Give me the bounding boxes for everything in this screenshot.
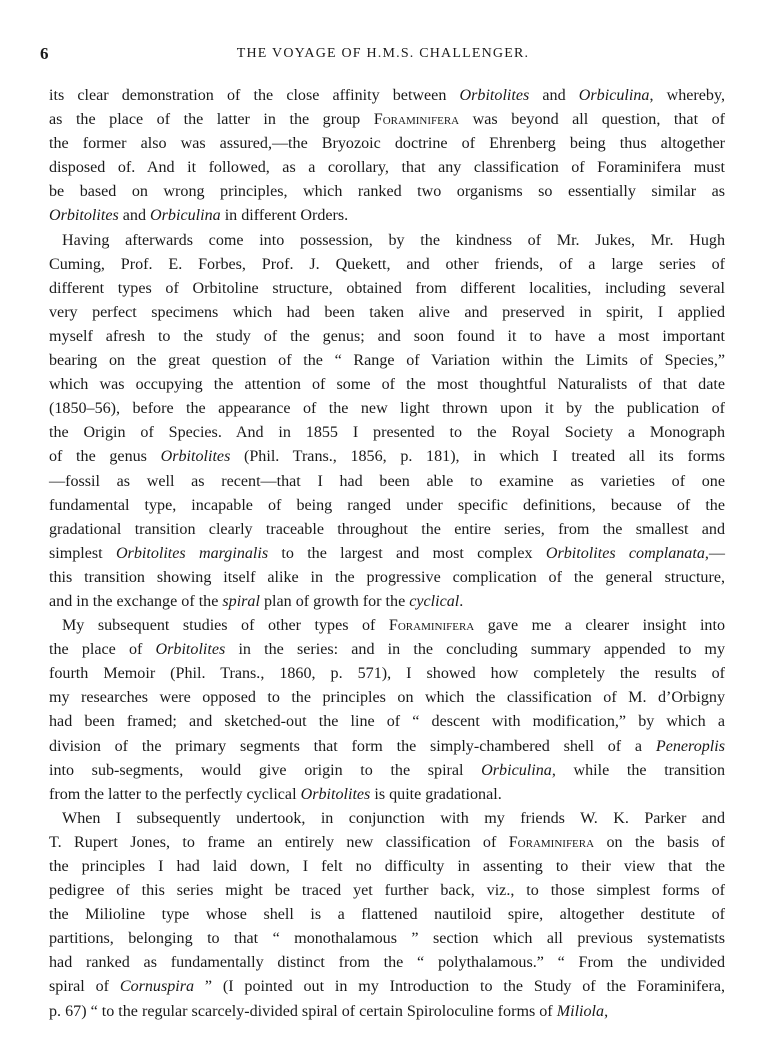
italic-term: Orbitolites — [459, 87, 530, 104]
italic-term: Orbiculina — [481, 761, 552, 779]
text-line — [49, 831, 725, 855]
text-run: spiral of — [49, 978, 120, 996]
text-run: different types of Orbitoline structure, obtained from different localities, including several — [49, 279, 725, 297]
text-run: into sub-segments, would give origin to the spiral — [49, 761, 482, 779]
text-run: my researches were opposed to the principles on which the classification of M. d’Orbigny — [49, 689, 725, 707]
text-run: very perfect specimens which had been taken alive and preserved in spirit, I applied — [49, 303, 725, 321]
text-line — [49, 662, 725, 686]
text-run: simplest — [49, 544, 116, 562]
text-run: the Milioline type whose shell is a flattened nautiloid spire, altogether destitute of — [49, 906, 725, 924]
italic-term: Orbitolites — [49, 207, 119, 225]
text-line — [49, 470, 725, 494]
text-run: , whereby, — [649, 87, 725, 104]
paragraph — [49, 229, 725, 615]
body-text — [49, 84, 725, 1024]
text-run: in the series: and in the concluding summary appended to my — [225, 641, 725, 659]
text-line — [49, 951, 725, 975]
text-line — [49, 204, 725, 228]
text-run: pedigree of this series might be traced yet further back, viz., to those simplest forms of — [49, 882, 725, 900]
text-run: the former also was assured,—the Bryozoic doctrine of Ehrenberg being thus altogether — [49, 135, 725, 153]
text-line — [49, 397, 725, 421]
text-line — [49, 614, 725, 638]
text-line — [49, 879, 725, 903]
text-run: (Phil. Trans., 1856, p. 181), in which I treated all its forms — [230, 448, 725, 466]
italic-term: Miliola — [556, 1002, 605, 1020]
text-run: Cuming, Prof. E. Forbes, Prof. J. Quekett, and other friends, of a large series of — [49, 255, 725, 273]
text-run: as the place of the latter in the group — [49, 111, 374, 129]
text-run: , while the transition — [551, 761, 725, 779]
text-run: from the latter to the perfectly cyclical — [49, 785, 301, 803]
paragraph — [49, 807, 725, 1024]
text-line — [49, 301, 725, 325]
small-caps-term: Foraminifera — [388, 617, 475, 635]
text-run: fourth Memoir (Phil. Trans., 1860, p. 571), I showed how completely the results of — [49, 665, 725, 683]
text-run: (1850–56), before the appearance of the new light thrown upon it by the publication of — [49, 400, 725, 418]
text-run: My subsequent studies of other types of — [62, 617, 389, 635]
page-number: 6 — [40, 44, 49, 63]
text-line — [49, 710, 725, 734]
text-run: myself afresh to the study of the genus; and soon found it to have a most important — [49, 327, 725, 345]
text-run: the principles I had laid down, I felt no difficulty in assenting to their view that the — [49, 858, 725, 875]
italic-term: Orbitolites — [160, 448, 231, 466]
text-run: to the largest and most complex — [268, 544, 546, 562]
text-run: and — [529, 87, 579, 104]
italic-term: Orbiculina — [578, 87, 650, 104]
text-line — [49, 903, 725, 927]
italic-term: Orbiculina — [150, 207, 221, 225]
text-line — [49, 132, 725, 156]
text-line — [49, 325, 725, 349]
text-run: When I subsequently undertook, in conjunction with my friends W. K. Parker and — [62, 809, 725, 827]
text-run: and in the exchange of the — [49, 592, 223, 610]
text-line — [49, 445, 725, 469]
italic-term: Cornuspira — [119, 978, 195, 996]
italic-term: spiral — [222, 592, 260, 610]
italic-term: Orbitolites complanata — [545, 544, 705, 562]
text-line — [49, 421, 725, 445]
text-run: on the basis of — [594, 833, 725, 851]
text-run: which was occupying the attention of some of the most thoughtful Naturalists of that date — [49, 376, 725, 394]
text-line — [49, 108, 725, 132]
text-line — [49, 180, 725, 204]
text-line — [49, 253, 725, 277]
text-line — [49, 638, 725, 662]
running-head: THE VOYAGE OF H.M.S. CHALLENGER. — [236, 46, 530, 61]
text-line — [49, 927, 725, 951]
italic-term: cyclical — [409, 592, 460, 610]
text-line — [49, 229, 725, 253]
text-run: division of the primary segments that form the simply-chambered shell of a — [49, 737, 656, 755]
text-run: had been framed; and sketched-out the line of “ descent with modification,” by which a — [49, 713, 725, 731]
text-line — [49, 349, 725, 373]
text-line — [49, 1000, 725, 1024]
text-run: of the genus — [49, 448, 161, 466]
text-run: ,— — [704, 544, 725, 562]
text-line — [49, 735, 725, 759]
text-run: ” (I pointed out in my Introduction to the Study of the Foraminifera, — [194, 978, 725, 996]
text-run: T. Rupert Jones, to frame an entirely new classification of — [49, 833, 509, 851]
paragraph — [49, 614, 725, 807]
text-line — [49, 542, 725, 566]
small-caps-term: Foraminifera — [508, 833, 595, 851]
text-line — [49, 686, 725, 710]
text-run: in different Orders. — [220, 207, 349, 225]
text-run: the place of — [49, 641, 156, 659]
text-line — [49, 277, 725, 301]
text-run: disposed of. And it followed, as a corollary, that any classification of Foraminifera must — [49, 159, 725, 177]
text-run: gave me a clearer insight into — [474, 617, 725, 635]
text-line — [49, 84, 725, 108]
text-line — [49, 975, 725, 999]
text-line — [49, 373, 725, 397]
italic-term: Orbitolites marginalis — [115, 544, 269, 562]
text-run: , — [604, 1002, 609, 1020]
page-header — [40, 44, 726, 64]
text-run: had ranked as fundamentally distinct from the “ polythalamous.” “ From the undivided — [49, 954, 725, 972]
text-line — [49, 518, 725, 542]
italic-term: Orbitolites — [155, 641, 226, 659]
text-run: is quite gradational. — [370, 785, 502, 803]
text-line — [49, 590, 725, 614]
text-run: plan of growth for the — [259, 592, 410, 610]
text-run: Having afterwards come into possession, by the kindness of Mr. Jukes, Mr. Hugh — [62, 231, 725, 249]
text-run: partitions, belonging to that “ monothalamous ” section which all previous systematists — [49, 930, 725, 948]
text-run: was beyond all question, that of — [459, 111, 725, 129]
text-run: gradational transition clearly traceable throughout the entire series, from the smallest and — [49, 520, 725, 538]
small-caps-term: Foraminifera — [373, 111, 460, 129]
text-run: and — [118, 207, 151, 225]
text-run: . — [459, 592, 464, 610]
text-run: this transition showing itself alike in the progressive complication of the general structure, — [49, 568, 725, 586]
text-line — [49, 156, 725, 180]
paragraph — [49, 84, 725, 229]
text-line — [49, 807, 725, 831]
text-line — [49, 855, 725, 879]
text-run: bearing on the great question of the “ Range of Variation within the Limits of Species,” — [49, 352, 725, 370]
text-run: —fossil as well as recent—that I had been able to examine as varieties of one — [49, 472, 725, 490]
italic-term: Peneroplis — [655, 737, 725, 755]
text-run: its clear demonstration of the close affinity between — [49, 87, 460, 104]
text-run: the Origin of Species. And in 1855 I presented to the Royal Society a Monograph — [49, 424, 725, 442]
text-line — [49, 566, 725, 590]
italic-term: Orbitolites — [300, 785, 371, 803]
text-run: p. 67) “ to the regular scarcely-divided spiral of certain Spiroloculine forms of — [49, 1002, 557, 1020]
text-line — [49, 783, 725, 807]
text-line — [49, 759, 725, 783]
text-run: be based on wrong principles, which ranked two organisms so essentially similar as — [49, 183, 725, 201]
text-line — [49, 494, 725, 518]
text-run: fundamental type, incapable of being ranged under specific definitions, because of the — [49, 496, 725, 514]
